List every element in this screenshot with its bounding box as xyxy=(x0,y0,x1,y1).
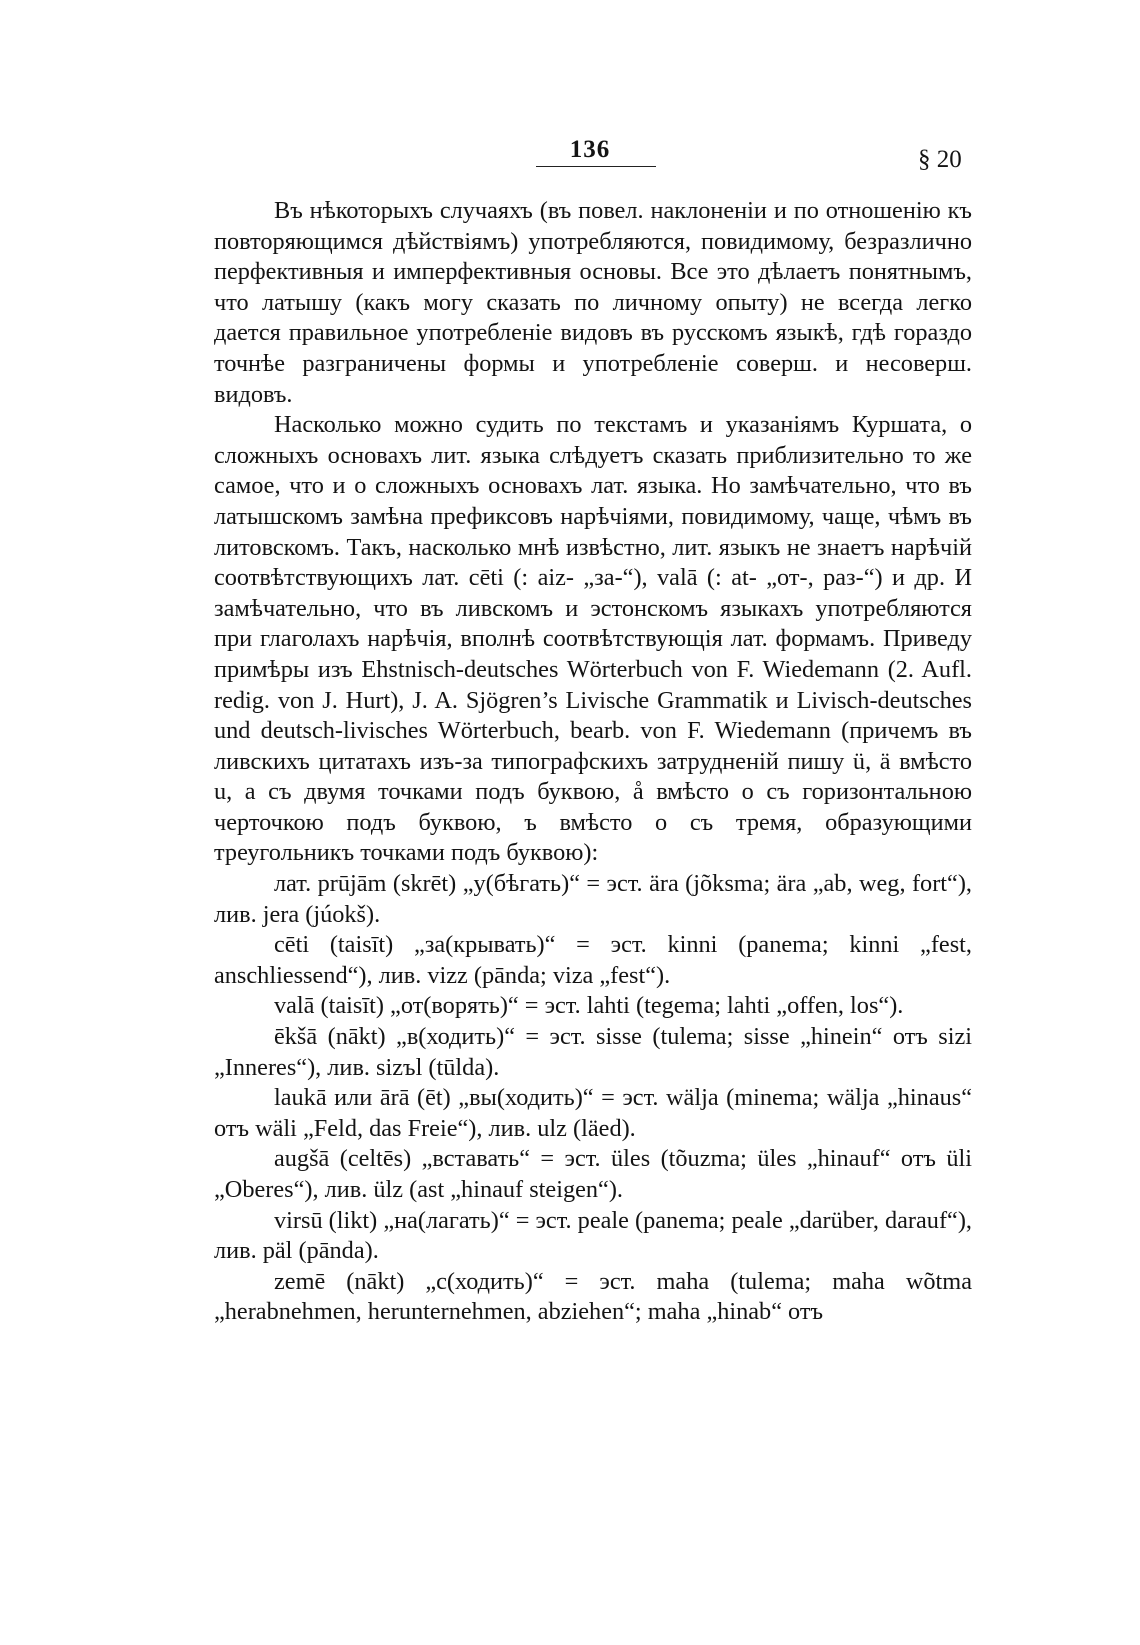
example-entry: cēti (taisīt) „за(крывать)“ = эст. kinni (panema; kinni „fest, anschliessend“), лив. vizz (pānda; viza „fest“). xyxy=(214,931,972,989)
example-entry: valā (taisīt) „от(ворять)“ = эст. lahti (tegema; lahti „offen, los“). xyxy=(274,992,904,1020)
page-number: 136 xyxy=(569,136,611,163)
example-entry: ēkšā (nākt) „в(ходить)“ = эст. sisse (tulema; sisse „hinein“ отъ sizi „Inneres“), лив. sizъl (tūlda). xyxy=(214,1023,972,1081)
paragraph-2: Насколько можно судить по текстамъ и указаніямъ Куршата, о сложныхъ основахъ лит. языка слѣдуетъ сказать приблизительно то же самое, что и о сложныхъ основахъ лат. языка. Но замѣчательно, что въ латышскомъ замѣна префиксовъ нарѣчіями, повидимому, чаще, чѣмъ въ литовскомъ. Такъ, насколько мнѣ извѣстно, лит. языкъ не знаетъ нарѣчій соотвѣтствующихъ лат. cēti (: aiz- „за-“), valā (: at- „от-, раз-“) и др. И замѣчательно, что въ ливскомъ и эстонскомъ языкахъ употребляются при глаголахъ нарѣчія, вполнѣ соотвѣтствующія лат. формамъ. Приведу примѣры изъ Ehstnisch-deutsches Wörterbuch von F. Wiedemann (2. Aufl. redig. von J. Hurt), J. A. Sjögren’s Livische Grammatik и Livisch-deutsches und deutsch-livisches Wörterbuch, bearb. von F. Wiedemann (причемъ въ ливскихъ цитатахъ изъ-за типографскихъ затрудненій пишу ü, ä вмѣсто u, а съ двумя точками подъ буквою, å вмѣсто o съ горизонтальною черточкою подъ буквою, ъ вмѣсто o съ тремя, образующими треугольникъ точками подъ буквою): xyxy=(214,411,972,867)
paragraph-1: Въ нѣкоторыхъ случаяхъ (въ повел. наклоненіи и по отношенію къ повторяющимся дѣйствіямъ) употребляются, повидимому, безразлично перфективныя и имперфективныя основы. Все это дѣлаетъ понятнымъ, что латышу (какъ могу сказать по личному опыту) не всегда легко дается правильное употребленіе видовъ въ русскомъ языкѣ, гдѣ гораздо точнѣе разграничены формы и употребленіе соверш. и несоверш. видовъ. xyxy=(214,197,972,408)
example-entry: лат. prūjām (skrēt) „у(бѣгать)“ = эст. ära (jõksma; ära „ab, weg, fort“), лив. jera (júokš). xyxy=(214,870,972,928)
section-marker: § 20 xyxy=(918,146,962,173)
example-entry: virsū (likt) „на(лагать)“ = эст. peale (panema; peale „darüber, darauf“), лив. päl (pānda). xyxy=(214,1206,972,1265)
main-text xyxy=(214,196,972,1328)
example-entry: laukā или ārā (ēt) „вы(ходить)“ = эст. wälja (minema; wälja „hinaus“ отъ wäli „Feld, das Freie“), лив. ulz (läed). xyxy=(214,1084,972,1142)
example-entry: zemē (nākt) „с(ходить)“ = эст. maha (tulema; maha wõtma „herabnehmen, herunternehmen, abziehen“; maha „hinab“ отъ xyxy=(214,1267,972,1326)
header-rule xyxy=(536,166,656,167)
example-entry: augšā (celtēs) „вставать“ = эст. üles (tõuzma; üles „hinauf“ отъ üli „Oberes“), лив. ülz (ast „hinauf steigen“). xyxy=(214,1145,972,1203)
